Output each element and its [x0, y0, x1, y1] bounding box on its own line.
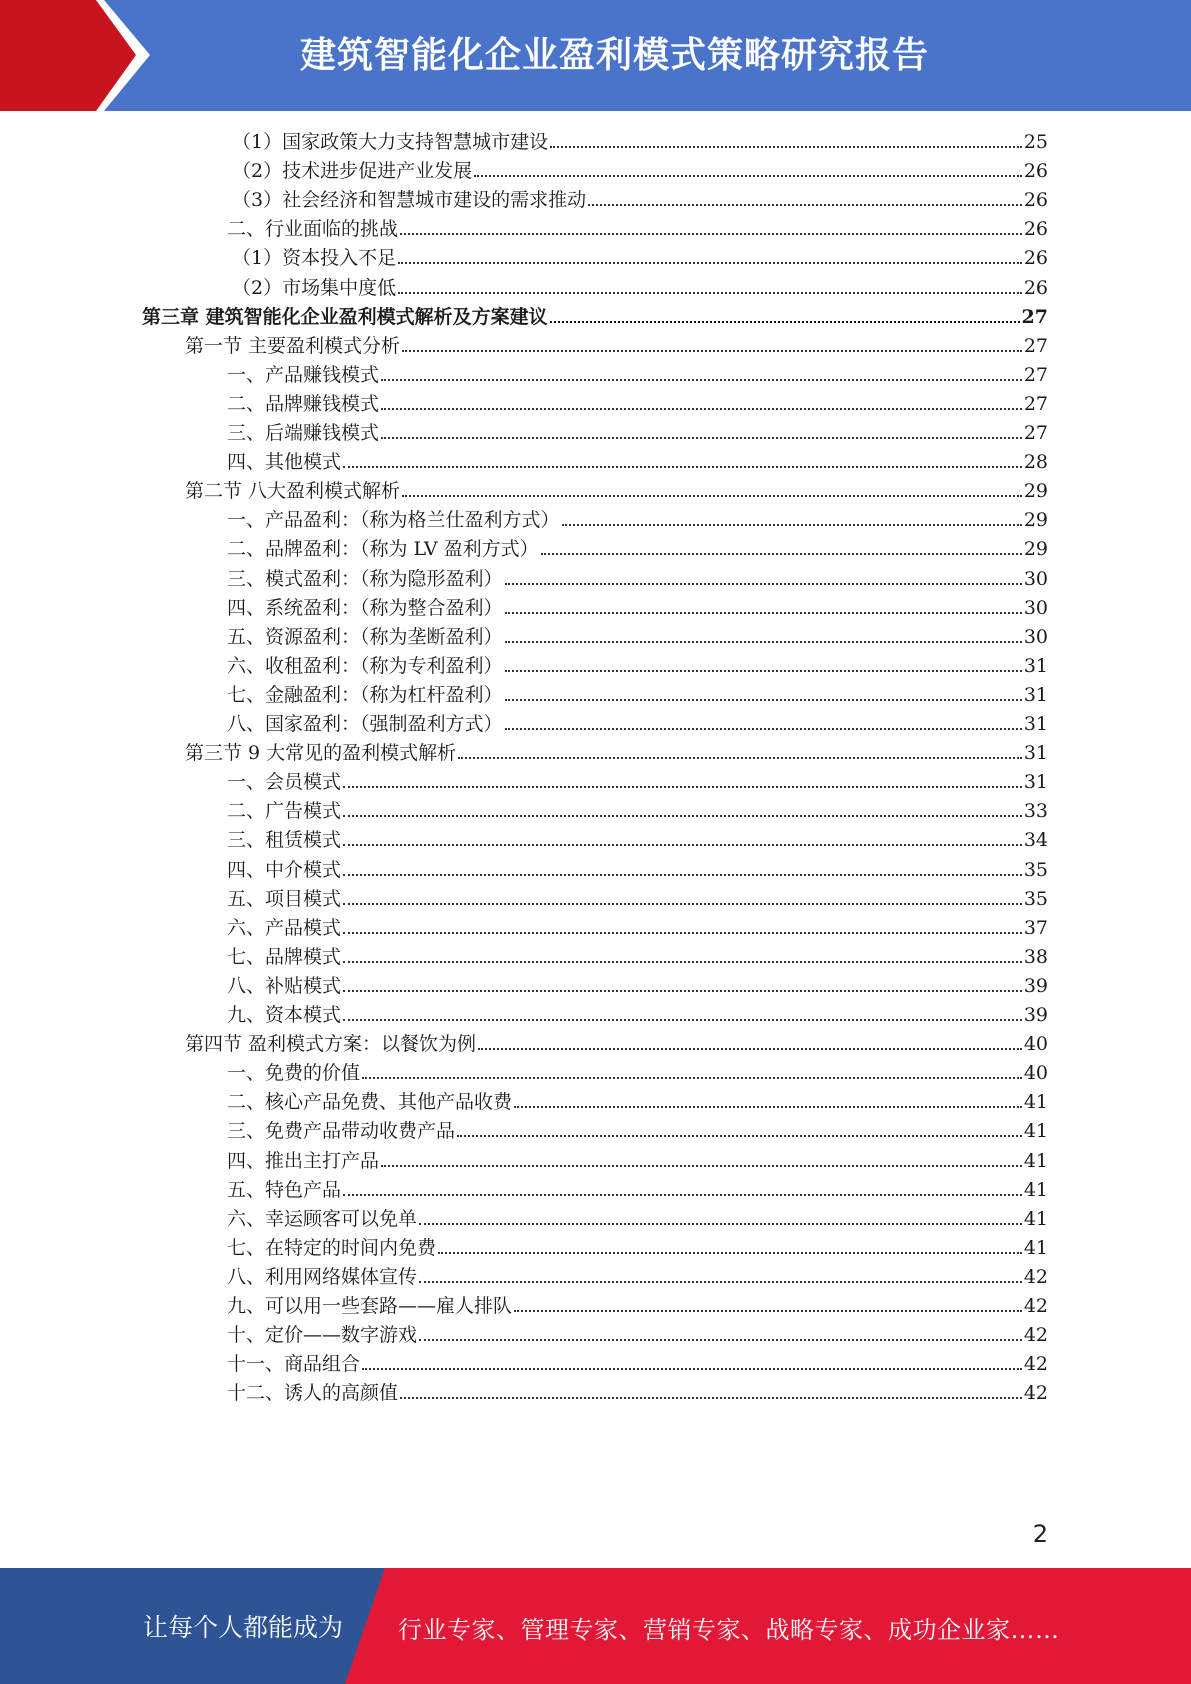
toc-entry-label: 三、后端赚钱模式 — [227, 422, 380, 444]
toc-leader-dots — [550, 146, 1022, 148]
toc-leader-dots — [343, 903, 1022, 905]
toc-chapter-entry[interactable] — [142, 302, 1048, 332]
toc-entry-page: 27 — [1023, 422, 1048, 444]
toc-entry-page: 29 — [1023, 538, 1048, 561]
toc-entry-page: 38 — [1023, 945, 1048, 968]
toc-entry-page: 31 — [1023, 771, 1048, 794]
toc-entry-label: 九、资本模式 — [227, 1004, 342, 1026]
toc-entry-label: 十、定价——数字游戏 — [227, 1324, 418, 1347]
toc-leader-dots — [343, 932, 1022, 934]
footer-slogan-right: 行业专家、管理专家、营销专家、战略专家、成功企业家…… — [398, 1616, 1060, 1644]
toc-entry-page: 34 — [1023, 829, 1048, 852]
toc-leader-dots — [343, 874, 1022, 876]
toc-entry-page: 31 — [1023, 713, 1048, 735]
toc-entry[interactable] — [227, 1378, 1048, 1408]
toc-entry[interactable] — [232, 273, 1048, 303]
toc-leader-dots — [381, 408, 1022, 410]
toc-leader-dots — [362, 1077, 1022, 1079]
toc-entry-label: 三、模式盈利：（称为隐形盈利） — [227, 567, 503, 590]
toc-leader-dots — [514, 1106, 1022, 1108]
toc-entry[interactable] — [227, 767, 1048, 797]
toc-entry[interactable] — [227, 825, 1048, 855]
toc-entry-label: 一、产品盈利：（称为格兰仕盈利方式） — [227, 509, 560, 532]
toc-leader-dots — [398, 292, 1022, 294]
toc-section-entry[interactable] — [185, 738, 1048, 768]
toc-entry-label: 六、产品模式 — [227, 916, 342, 939]
toc-entry[interactable] — [227, 447, 1048, 477]
toc-entry-label: 二、品牌盈利：（称为 LV 盈利方式） — [227, 538, 539, 561]
toc-entry[interactable] — [227, 942, 1048, 972]
toc-entry[interactable] — [227, 1233, 1048, 1263]
toc-entry-label: （3）社会经济和智慧城市建设的需求推动 — [232, 189, 587, 212]
toc-leader-dots — [505, 583, 1022, 585]
toc-section-entry[interactable] — [185, 476, 1048, 506]
toc-entry-label: 八、国家盈利：（强制盈利方式） — [227, 713, 503, 735]
toc-entry[interactable] — [227, 1320, 1048, 1350]
page-footer — [0, 1568, 1191, 1684]
toc-entry[interactable] — [227, 796, 1048, 826]
toc-entry-page: 30 — [1023, 567, 1048, 590]
toc-entry[interactable] — [227, 1291, 1048, 1321]
toc-entry[interactable] — [227, 564, 1048, 594]
toc-entry-page: 42 — [1023, 1324, 1048, 1347]
toc-entry-page: 26 — [1023, 218, 1048, 241]
toc-entry[interactable] — [227, 1349, 1048, 1379]
toc-leader-dots — [505, 699, 1022, 701]
toc-entry[interactable] — [227, 1204, 1048, 1234]
toc-entry-page: 27 — [1021, 305, 1048, 328]
toc-leader-dots — [505, 641, 1022, 643]
toc-entry[interactable] — [227, 389, 1048, 419]
toc-leader-dots — [381, 437, 1022, 439]
toc-leader-dots — [343, 961, 1022, 963]
toc-leader-dots — [505, 670, 1022, 672]
toc-entry-label: 二、广告模式 — [227, 800, 342, 823]
toc-entry-label: 二、行业面临的挑战 — [227, 218, 399, 241]
toc-entry-label: 二、核心产品免费、其他产品收费 — [227, 1091, 513, 1114]
toc-leader-dots — [402, 350, 1022, 352]
toc-entry-label: 九、可以用一些套路——雇人排队 — [227, 1295, 513, 1317]
toc-entry-page: 40 — [1023, 1062, 1048, 1085]
toc-entry-page: 39 — [1023, 974, 1048, 997]
toc-entry-page: 27 — [1023, 363, 1048, 386]
toc-entry-label: 一、会员模式 — [227, 771, 342, 794]
toc-entry[interactable] — [227, 913, 1048, 943]
toc-entry[interactable] — [227, 1000, 1048, 1030]
toc-entry-page: 31 — [1023, 742, 1048, 765]
toc-entry-label: 四、中介模式 — [227, 858, 342, 881]
toc-entry-page: 31 — [1023, 654, 1048, 677]
toc-entry-label: 五、资源盈利：（称为垄断盈利） — [227, 625, 503, 648]
toc-entry[interactable] — [232, 243, 1048, 273]
toc-leader-dots — [419, 1339, 1022, 1341]
toc-entry[interactable] — [227, 1146, 1048, 1176]
toc-entry-page: 27 — [1023, 334, 1048, 357]
toc-entry[interactable] — [227, 214, 1048, 244]
toc-entry[interactable] — [227, 651, 1048, 681]
toc-leader-dots — [505, 728, 1022, 730]
toc-entry-page: 41 — [1023, 1207, 1048, 1230]
toc-entry-page: 29 — [1023, 480, 1048, 503]
toc-leader-dots — [419, 1281, 1022, 1283]
toc-entry-page: 41 — [1023, 1149, 1048, 1172]
toc-entry-label: 四、推出主打产品 — [227, 1149, 380, 1172]
toc-leader-dots — [343, 1194, 1022, 1196]
toc-entry-label: （1）国家政策大力支持智慧城市建设 — [232, 131, 549, 153]
toc-entry-label: 五、项目模式 — [227, 887, 342, 910]
report-title: 建筑智能化企业盈利模式策略研究报告 — [300, 35, 930, 76]
toc-leader-dots — [343, 466, 1022, 468]
toc-entry-page: 37 — [1023, 916, 1048, 939]
toc-leader-dots — [550, 321, 1020, 323]
toc-leader-dots — [400, 1397, 1022, 1399]
toc-entry-label: 十二、诱人的高颜值 — [227, 1382, 399, 1405]
toc-entry[interactable] — [227, 1262, 1048, 1292]
toc-entry-label: 六、幸运顾客可以免单 — [227, 1207, 418, 1230]
toc-leader-dots — [474, 175, 1022, 177]
toc-entry[interactable] — [227, 1175, 1048, 1205]
toc-leader-dots — [343, 815, 1022, 817]
toc-leader-dots — [398, 262, 1022, 264]
toc-entry-page: 40 — [1023, 1033, 1048, 1056]
toc-entry-page: 35 — [1023, 858, 1048, 881]
toc-entry-page: 42 — [1023, 1353, 1048, 1376]
toc-entry-label: 四、其他模式 — [227, 451, 342, 474]
toc-entry-page: 25 — [1023, 131, 1048, 153]
page-number: 2 — [1032, 1520, 1048, 1548]
toc-entry-page: 30 — [1023, 596, 1048, 619]
toc-section-entry[interactable] — [185, 331, 1048, 361]
toc-entry-label: （2）技术进步促进产业发展 — [232, 160, 473, 183]
toc-leader-dots — [343, 786, 1022, 788]
toc-entry[interactable] — [232, 127, 1048, 157]
toc-entry-page: 41 — [1023, 1091, 1048, 1114]
toc-entry-page: 42 — [1023, 1265, 1048, 1288]
toc-leader-dots — [400, 233, 1022, 235]
toc-leader-dots — [402, 495, 1022, 497]
toc-entry-label: 第三章 建筑智能化企业盈利模式解析及方案建议 — [142, 305, 548, 328]
toc-leader-dots — [343, 990, 1022, 992]
toc-entry-label: 十一、商品组合 — [227, 1353, 361, 1376]
toc-entry[interactable] — [227, 593, 1048, 623]
toc-leader-dots — [541, 553, 1022, 555]
toc-entry[interactable] — [227, 855, 1048, 885]
footer-slogan-left: 让每个人都能成为 — [143, 1613, 344, 1642]
toc-leader-dots — [343, 844, 1022, 846]
toc-leader-dots — [457, 1135, 1022, 1137]
toc-leader-dots — [458, 757, 1022, 759]
toc-leader-dots — [438, 1252, 1022, 1254]
toc-leader-dots — [343, 1019, 1022, 1021]
toc-entry-page: 35 — [1023, 887, 1048, 910]
toc-entry-label: 七、品牌模式 — [227, 945, 342, 968]
toc-entry-page: 27 — [1023, 392, 1048, 415]
toc-entry[interactable] — [227, 622, 1048, 652]
toc-entry-label: 第四节 盈利模式方案：以餐饮为例 — [185, 1033, 477, 1056]
toc-entry-page: 26 — [1023, 247, 1048, 270]
toc-entry-page: 30 — [1023, 625, 1048, 648]
toc-entry[interactable] — [227, 1116, 1048, 1146]
toc-entry-page: 41 — [1023, 1120, 1048, 1143]
toc-entry-label: （1）资本投入不足 — [232, 247, 397, 270]
toc-leader-dots — [419, 1223, 1022, 1225]
toc-entry-page: 39 — [1023, 1004, 1048, 1026]
toc-entry[interactable] — [227, 709, 1048, 739]
toc-entry[interactable] — [227, 418, 1048, 448]
toc-entry-page: 42 — [1023, 1295, 1048, 1317]
toc-entry-page: 31 — [1023, 683, 1048, 706]
toc-entry-page: 28 — [1023, 451, 1048, 474]
toc-entry-page: 26 — [1023, 276, 1048, 299]
toc-leader-dots — [505, 612, 1022, 614]
toc-leader-dots — [478, 1048, 1022, 1050]
toc-entry-page: 42 — [1023, 1382, 1048, 1405]
toc-entry-label: 一、免费的价值 — [227, 1062, 361, 1085]
toc-entry-label: 四、系统盈利：（称为整合盈利） — [227, 596, 503, 619]
toc-entry[interactable] — [227, 1087, 1048, 1117]
toc-entry-page: 29 — [1023, 509, 1048, 532]
page-header — [0, 0, 1191, 111]
red-arrow-decoration — [0, 0, 150, 111]
toc-entry-label: （2）市场集中度低 — [232, 276, 397, 299]
toc-leader-dots — [381, 1165, 1022, 1167]
toc-entry-page: 26 — [1023, 189, 1048, 212]
toc-entry-label: 第三节 9 大常见的盈利模式解析 — [185, 742, 457, 765]
toc-leader-dots — [514, 1310, 1022, 1312]
toc-entry-label: 七、金融盈利：（称为杠杆盈利） — [227, 683, 503, 706]
toc-section-entry[interactable] — [185, 1029, 1048, 1059]
toc-entry[interactable] — [227, 505, 1048, 535]
toc-entry-label: 一、产品赚钱模式 — [227, 363, 380, 386]
toc-entry[interactable] — [227, 680, 1048, 710]
toc-leader-dots — [381, 379, 1022, 381]
toc-entry[interactable] — [227, 884, 1048, 914]
toc-leader-dots — [588, 204, 1022, 206]
toc-entry-label: 五、特色产品 — [227, 1178, 342, 1201]
toc-entry-label: 三、免费产品带动收费产品 — [227, 1120, 456, 1143]
toc-entry[interactable] — [232, 185, 1048, 215]
toc-entry-page: 33 — [1023, 800, 1048, 823]
toc-entry-label: 七、在特定的时间内免费 — [227, 1236, 437, 1259]
toc-entry-label: 二、品牌赚钱模式 — [227, 392, 380, 415]
toc-entry[interactable] — [227, 1058, 1048, 1088]
toc-entry-label: 第一节 主要盈利模式分析 — [185, 334, 401, 357]
toc-entry-label: 八、利用网络媒体宣传 — [227, 1265, 418, 1288]
toc-entry[interactable] — [232, 156, 1048, 186]
toc-entry-label: 第二节 八大盈利模式解析 — [185, 480, 401, 503]
toc-entry-label: 三、租赁模式 — [227, 829, 342, 852]
toc-entry[interactable] — [227, 360, 1048, 390]
toc-entry[interactable] — [227, 534, 1048, 564]
toc-entry-page: 41 — [1023, 1236, 1048, 1259]
toc-entry-page: 26 — [1023, 160, 1048, 183]
toc-leader-dots — [562, 524, 1022, 526]
toc-entry-label: 八、补贴模式 — [227, 974, 342, 997]
toc-entry-page: 41 — [1023, 1178, 1048, 1201]
toc-entry[interactable] — [227, 971, 1048, 1001]
toc-entry-label: 六、收租盈利：（称为专利盈利） — [227, 654, 503, 677]
toc-leader-dots — [362, 1368, 1022, 1370]
